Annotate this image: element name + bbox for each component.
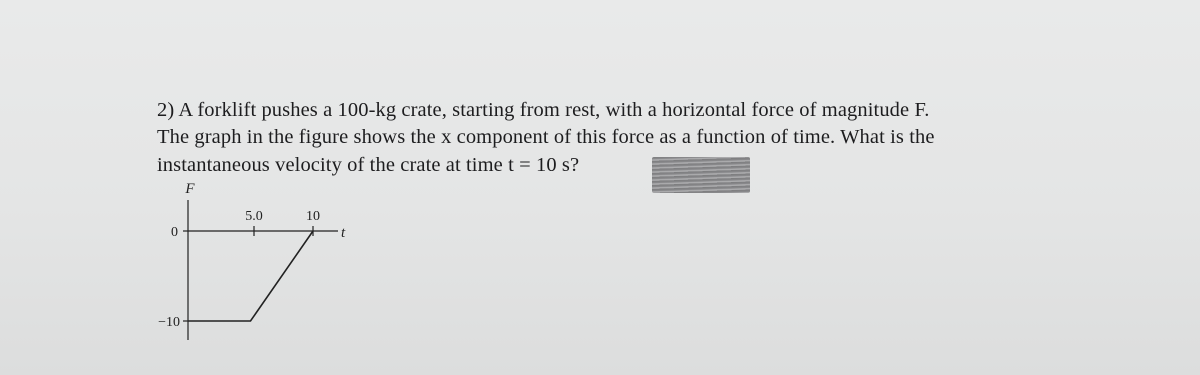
x-tick-label-5: 5.0 (245, 209, 263, 224)
x-tick-label-10: 10 (306, 209, 320, 224)
question-line-3: instantaneous velocity of the crate at time t = 10 s? (157, 154, 580, 176)
y-axis-label: F (185, 181, 195, 197)
y-tick-label-neg10: −10 (158, 315, 180, 330)
x-axis-label: t (341, 225, 346, 241)
question-line-1: 2) A forklift pushes a 100-kg crate, starting from rest, with a horizontal force of magnitude F. (157, 99, 930, 121)
question-line-2: The graph in the figure shows the x component of this force as a function of time. What is the (157, 126, 935, 148)
force-series-line (188, 231, 313, 321)
y-tick-label-0: 0 (171, 225, 178, 240)
